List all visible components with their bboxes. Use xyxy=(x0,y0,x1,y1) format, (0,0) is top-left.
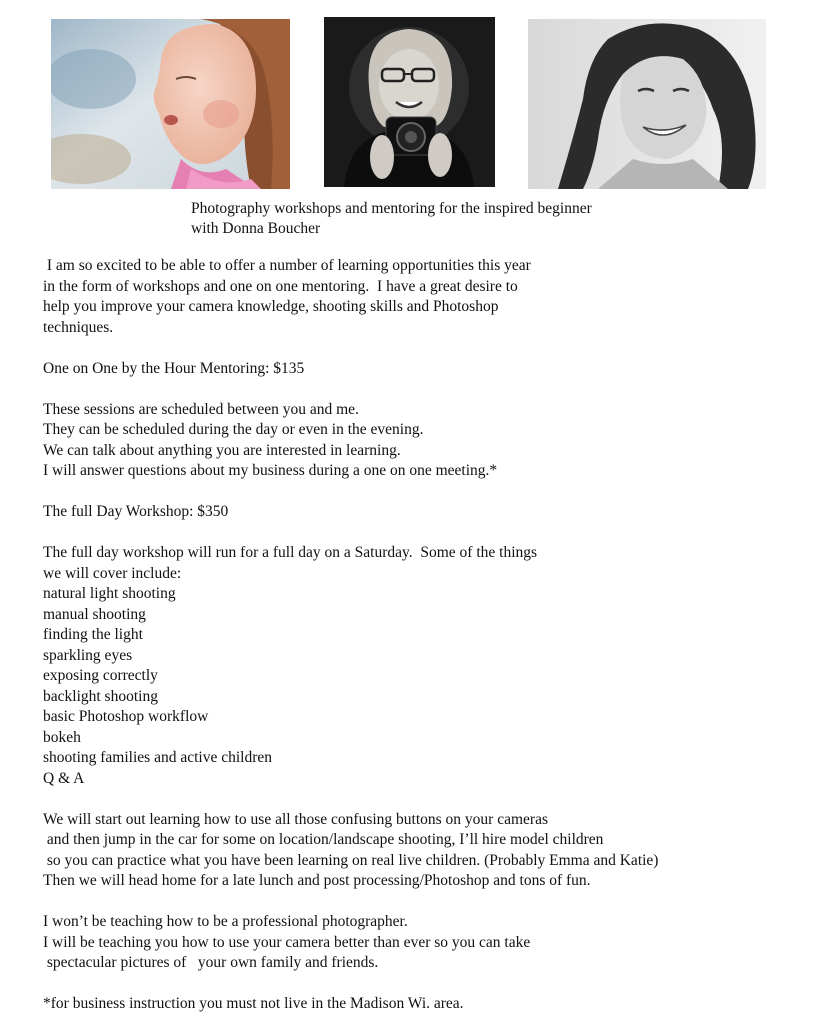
disclaimer-line: spectacular pictures of your own family and friends. xyxy=(43,954,379,971)
caption-title: Photography workshops and mentoring for the inspired beginner xyxy=(191,200,592,217)
intro-line: in the form of workshops and one on one mentoring. I have a great desire to xyxy=(43,277,518,295)
list-item: shooting families and active children xyxy=(43,749,272,766)
plan-line: so you can practice what you have been learning on real live children. (Probably Emma and Katie) xyxy=(43,851,659,869)
workshop-plan xyxy=(43,810,813,892)
list-item: basic Photoshop workflow xyxy=(43,708,209,725)
plan-line: Then we will head home for a late lunch and post processing/Photoshop and tons of fun. xyxy=(43,872,591,889)
disclaimer-line: I won’t be teaching how to be a professional photographer. xyxy=(43,913,408,930)
plan-line: and then jump in the car for some on location/landscape shooting, I’ll hire model children xyxy=(43,831,604,848)
mentoring-line: These sessions are scheduled between you and me. xyxy=(43,400,359,418)
workshop-intro xyxy=(43,543,813,584)
disclaimer xyxy=(43,912,813,974)
list-item: bokeh xyxy=(43,728,81,746)
intro-line: I am so excited to be able to offer a number of learning opportunities this year xyxy=(43,257,531,274)
photographer-with-camera-photo xyxy=(324,17,495,187)
plan-line: We will start out learning how to use all those confusing buttons on your cameras xyxy=(43,810,548,828)
article-body xyxy=(43,256,813,1015)
caption-author: with Donna Boucher xyxy=(191,220,321,237)
intro-paragraph xyxy=(43,256,813,338)
list-item: sparkling eyes xyxy=(43,646,133,664)
intro-line: techniques. xyxy=(43,318,114,336)
caption xyxy=(191,199,592,239)
list-item: natural light shooting xyxy=(43,585,176,602)
mentoring-line: I will answer questions about my business during a one on one meeting.* xyxy=(43,462,498,479)
girl-profile-photo xyxy=(51,19,290,189)
footnote: *for business instruction you must not live in the Madison Wi. area. xyxy=(43,995,464,1012)
list-item: Q & A xyxy=(43,769,85,787)
workshop-intro-line: The full day workshop will run for a full day on a Saturday. Some of the things xyxy=(43,544,538,561)
mentoring-heading: One on One by the Hour Mentoring: $135 xyxy=(43,359,305,377)
smiling-young-woman-photo xyxy=(528,19,766,189)
list-item: backlight shooting xyxy=(43,687,158,705)
workshop-heading: The full Day Workshop: $350 xyxy=(43,503,229,520)
mentoring-line: We can talk about anything you are interested in learning. xyxy=(43,441,401,459)
intro-line: help you improve your camera knowledge, shooting skills and Photoshop xyxy=(43,298,499,315)
workshop-intro-line: we will cover include: xyxy=(43,564,182,582)
list-item: manual shooting xyxy=(43,605,146,623)
mentoring-line: They can be scheduled during the day or even in the evening. xyxy=(43,421,424,438)
workshop-topics-list xyxy=(43,584,813,789)
list-item: finding the light xyxy=(43,626,143,643)
list-item: exposing correctly xyxy=(43,667,158,684)
mentoring-description xyxy=(43,400,813,482)
disclaimer-line: I will be teaching you how to use your camera better than ever so you can take xyxy=(43,933,531,951)
